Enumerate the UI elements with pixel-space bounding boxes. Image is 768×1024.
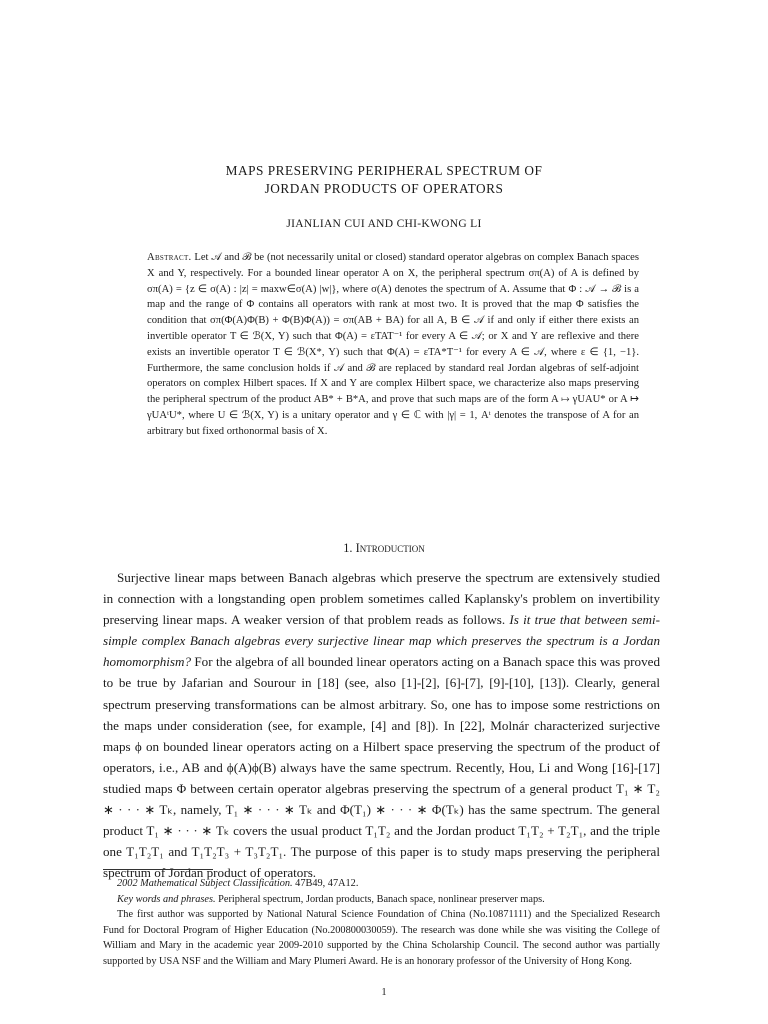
introduction-paragraph (103, 567, 660, 883)
page-number: 1 (381, 987, 387, 998)
introduction-text (103, 567, 660, 883)
msc-value: 47B49, 47A12. (292, 878, 359, 889)
footnote-rule (103, 869, 213, 870)
footnote-funding: The first author was supported by National Natural Science Foundation of China (No.10871111) and the Specialized Research Fund for Doctoral Program of Higher Education (No.200800030059). The research was done while she was visiting the College of William and Mary in the academic year 2009-2010 supported by the China Scholarship Council. The second author was partially supported by USA NSF and the William and Mary Plumeri Award. He is an honorary professor of the University of Hong Kong. (103, 909, 660, 967)
footnote-msc (103, 876, 660, 892)
section-number: 1. (343, 541, 353, 555)
intro-question: Is it true that between semi-simple complex Banach algebras every surjective linear map which preserves the spectrum is a Jordan homomorphism? (103, 612, 661, 670)
paper-title-line-2: JORDAN PRODUCTS OF OPERATORS (264, 181, 504, 196)
intro-text-part-1: Surjective linear maps between Banach algebras which preserve the spectrum are extensively studied in connection with a longstanding open problem sometimes called Kaplansky's problem on invertibility preserving linear maps. A weaker version of that problem reads as follows. (103, 570, 660, 628)
footnote-keywords (103, 892, 660, 908)
keywords-value: Peripheral spectrum, Jordan products, Banach space, nonlinear preserver maps. (215, 893, 545, 905)
footnotes (103, 876, 660, 969)
section-title: Introduction (355, 541, 425, 555)
msc-label: 2002 Mathematical Subject Classification. (117, 878, 293, 889)
keywords-label: Key words and phrases. (117, 893, 216, 905)
intro-text-part-2: For the algebra of all bounded linear operators acting on a Banach space this was proved to be true by Jafarian and Sourour in [18] (see, also [1]-[2], [6]-[7], [9]-[10], [13]). Clearly, general spectrum preserving transformations can be almost arbitrary. So, one has to impose some restrictions on the maps under consideration (see, for example, [4] and [8]). In [22], Molnár characterized surjective maps ϕ on bounded linear operators acting on a Hilbert space preserving the spectrum of the product of operators, i.e., AB and ϕ(A)ϕ(B) always have the same spectrum. Recently, Hou, Li and Wong [16]-[17] studied maps Φ between certain operator algebras preserving the spectrum of a general product T₁ ∗ T₂ ∗ · · · ∗ Tₖ, namely, T₁ ∗ · · · ∗ Tₖ and Φ(T₁) ∗ · · · ∗ Φ(Tₖ) has the same spectrum. The general product T₁ ∗ · · · ∗ Tₖ covers the usual product T₁T₂ and the Jordan product T₁T₂ + T₂T₁, and the triple one T₁T₂T₁ and T₁T₂T₃ + T₃T₂T₁. The purpose of this paper is to study maps preserving the peripheral spectrum of Jordan product of operators. (103, 654, 660, 881)
abstract-body: Let 𝒜 and ℬ be (not necessarily unital or closed) standard operator algebras on complex Banach spaces X and Y, respectively. For a bounded linear operator A on X, the peripheral spectrum σπ(A) of A is defined by σπ(A) = {z ∈ σ(A) : |z| = maxw∈σ(A) |w|}, where σ(A) denotes the spectrum of A. Assume that Φ : 𝒜 → ℬ is a map and the range of Φ contains all operators with rank at most two. It is proved that the map Φ satisfies the condition that σπ(Φ(A)Φ(B) + Φ(B)Φ(A)) = σπ(AB + BA) for all A, B ∈ 𝒜 if and only if either there exists an invertible operator T ∈ ℬ(X, Y) such that Φ(A) = εTAT⁻¹ for every A ∈ 𝒜; or X and Y are reflexive and there exists an invertible operator T ∈ ℬ(X*, Y) such that Φ(A) = εTA*T⁻¹ for every A ∈ 𝒜, where ε ∈ {1, −1}. Furthermore, the same conclusion holds if 𝒜 and ℬ are replaced by standard real Jordan algebras of self-adjoint operators on complex Hilbert spaces. If X and Y are complex Hilbert space, we characterize also maps preserving the peripheral spectrum of the product AB* + B*A, and prove that such maps are of the form A ↦ γUAU* or A ↦ γUAᵗU*, where U ∈ ℬ(X, Y) is a unitary operator and γ ∈ ℂ with |γ| = 1, Aᵗ denotes the transpose of A for an arbitrary but fixed orthonormal basis of X. (147, 252, 639, 437)
abstract (147, 250, 639, 440)
abstract-label: Abstract. (147, 252, 192, 263)
section-heading (0, 541, 768, 556)
authors: JIANLIAN CUI AND CHI-KWONG LI (286, 218, 482, 230)
paper-title-line-1: MAPS PRESERVING PERIPHERAL SPECTRUM OF (225, 163, 543, 178)
